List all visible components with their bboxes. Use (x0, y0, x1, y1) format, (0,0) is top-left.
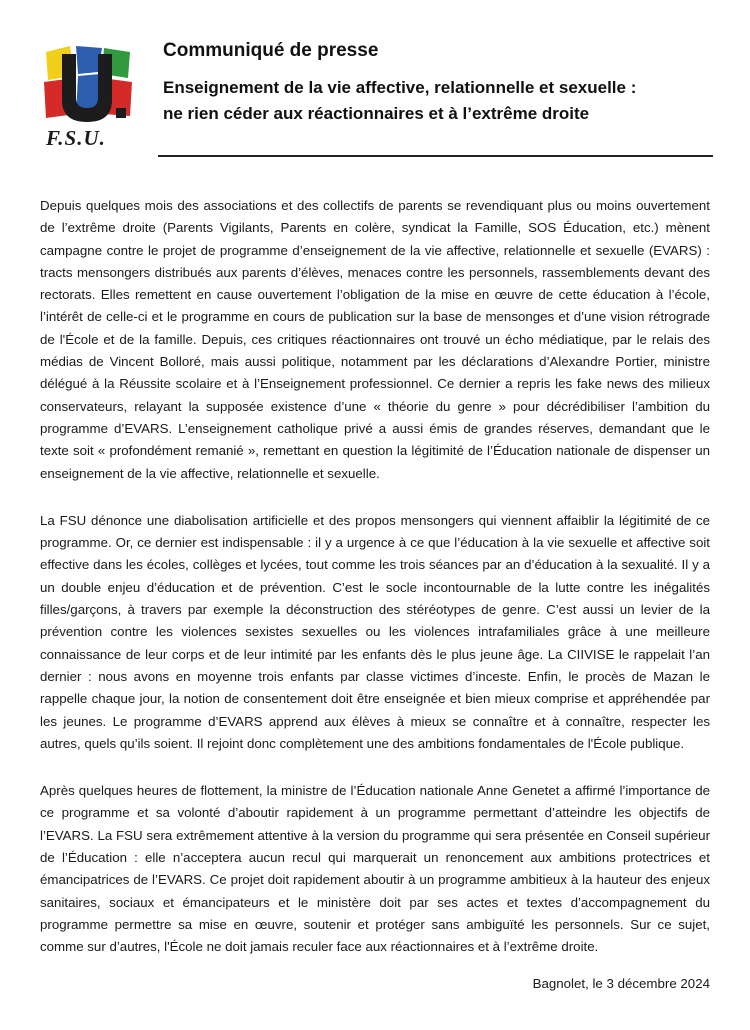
header (163, 40, 723, 127)
fsu-logo (40, 42, 135, 152)
paragraph-1: Depuis quelques mois des associations et des collectifs de parents se revendiquant plus ou moins ouvertement de l’extrême droite (Parents Vigilants, Parents en colère, syndicat la Famille, SOS Éducation, etc.) mènent campagne contre le projet de programme d’enseignement de la vie affective, relationnelle et sexuelle (EVARS) : tracts mensongers distribués aux parents d’élèves, menaces contre les personnels, rassemblements devant des rectorats. Elles remettent en cause ouvertement l’obligation de la mise en œuvre de cette éducation à l’école, l’intérêt de celle-ci et le programme en cours de publication sur la base de mensonges et d’une vision rétrograde de l'École et de la famille. Depuis, ces critiques réactionnaires ont trouvé un écho médiatique, par le relais des médias de Vincent Bolloré, mais aussi politique, notamment par les déclarations d’Alexandre Portier, ministre délégué à la Réussite scolaire et à l’Enseignement professionnel. Ce dernier a repris les fake news des milieux conservateurs, relayant la supposée existence d’une « théorie du genre » pour décrédibiliser l’ambition du programme d’EVARS. L’enseignement catholique privé a aussi émis de grandes réserves, demandant que le texte soit « profondément remanié », remettant en question la légitimité de l’Éducation nationale de dispenser un enseignement de la vie affective, relationnelle et sexuelle. (40, 198, 710, 481)
communique-body (40, 195, 710, 984)
document-subtitle-line-1: Enseignement de la vie affective, relationnelle et sexuelle : (163, 78, 637, 97)
header-divider (158, 155, 713, 157)
place-date-signoff: Bagnolet, le 3 décembre 2024 (532, 976, 710, 991)
paragraph-2: La FSU dénonce une diabolisation artificielle et des propos mensongers qui viennent affaiblir la légitimité de ce programme. Or, ce dernier est indispensable : il y a urgence à ce que l’éducation à la vie sexuelle et affective soit effective dans les écoles, collèges et lycées, tout comme les trois séances par an d’éducation à la sexualité. Il y a un double enjeu d’éducation et de prévention. C’est le socle incontournable de la lutte contre les inégalités filles/garçons, à travers par exemple la déconstruction des stéréotypes de genre. C’est aussi un levier de la prévention contre les violences sexistes sexuelles ou les violences intrafamiliales grâce à une meilleure connaissance de leur corps et de leur intimité par les enfants dès le plus jeune âge. La CIIVISE le rappelait l’an dernier : nous avons en moyenne trois enfants par classe victimes d’inceste. Enfin, le procès de Mazan le rappelle chaque jour, la notion de consentement doit être enseignée et bien mieux comprise et appréhendée par les jeunes. Le programme d’EVARS apprend aux élèves à mieux se connaître et à connaître, respecter les autres, quels qu’ils soient. Il rejoint donc complètement une des ambitions fondamentales de l'École publique. (40, 512, 710, 751)
paragraph-3: Après quelques heures de flottement, la ministre de l’Éducation nationale Anne Genetet a affirmé l’importance de ce programme et sa volonté d’aboutir rapidement à un programme permettant d’atteindre les objectifs de l’EVARS. La FSU sera extrêmement attentive à la version du programme qui sera présentée en Conseil supérieur de l’Éducation : elle n’acceptera aucun recul qui marquerait un renoncement aux ambitions protectrices et émancipatrices de l’EVARS. Ce projet doit rapidement aboutir à un programme ambitieux à la hauteur des enjeux sanitaires, sociaux et émancipateurs et le ministère doit par ses actes et textes d’accompagnement du programme permettre sa mise en œuvre, soutenir et protéger sans ambiguïté les personnels. Sur ce sujet, comme sur d’autres, l'École ne doit jamais reculer face aux réactionnaires et à l’extrême droite. (40, 783, 710, 955)
fsu-logo-graphic (40, 42, 135, 127)
fsu-logo-text: F.S.U. (46, 126, 106, 150)
document-subtitle-line-2: ne rien céder aux réactionnaires et à l’extrême droite (163, 104, 590, 123)
document-title: Communiqué de presse (163, 40, 379, 61)
